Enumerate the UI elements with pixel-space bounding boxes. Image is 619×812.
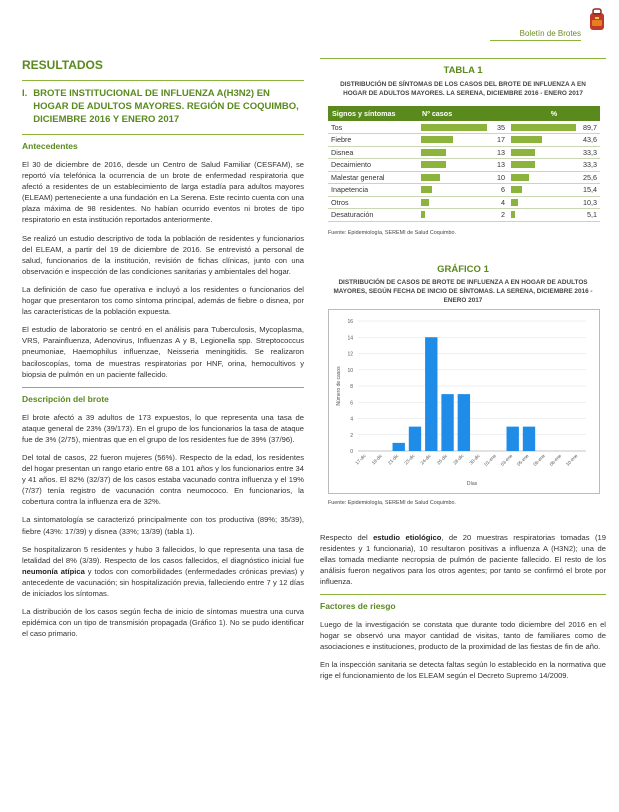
outbreak-title bbox=[22, 87, 304, 126]
pct-value: 25,6 bbox=[583, 172, 597, 182]
paragraph-descripcion-5: La distribución de los casos según fecha de inicio de síntomas muestra una curva epidémica con un tipo de transmisión propagada (Gráfico 1). No se pudo identificar el caso primario. bbox=[22, 607, 304, 639]
pct-cell bbox=[508, 146, 600, 159]
section-rule bbox=[22, 80, 304, 81]
count-bar bbox=[421, 186, 432, 193]
pct-cell bbox=[508, 159, 600, 172]
chart-subtitle: DISTRIBUCIÓN DE CASOS DE BROTE DE INFLUENZA A EN HOGAR DE ADULTOS MAYORES, SEGÚN FECHA DE INICIO DE SÍNTOMAS. LA SERENA, DICIEMBRE 2016 - ENERO 2017 bbox=[333, 278, 593, 304]
y-tick-label: 4 bbox=[350, 416, 353, 422]
pct-cell bbox=[508, 196, 600, 209]
symptom-name: Malestar general bbox=[328, 171, 418, 184]
paragraph-factores-1: Luego de la investigación se constata que durante todo diciembre del 2016 en el hogar se observó una mayor cantidad de visitas, tanto de familiares como de asociaciones e instituciones, producto de la proximidad de las fiestas de fin de año. bbox=[320, 619, 606, 652]
col-pct: % bbox=[508, 106, 600, 121]
pct-bar bbox=[511, 174, 529, 181]
y-tick-label: 8 bbox=[350, 383, 353, 390]
pct-bar bbox=[511, 149, 535, 156]
symptom-name: Otros bbox=[328, 196, 418, 209]
paragraph-antecedentes-4: El estudio de laboratorio se centró en el análisis para Tuberculosis, Mycoplasma, VRS, Parainfluenza, Adenovirus, Influenzas A y B, Legionella spp. Streptococcus pneumoniae, Haemophilus influenzae, Neisseria meningitidis. Se realizaron baciloscopías, toma de muestras respiratorias por HNF, orina, hemocultivos y biopsia de pulmón en un paciente fallecido. bbox=[22, 325, 304, 379]
x-tick-label: 21-dic bbox=[387, 452, 400, 466]
right-column bbox=[320, 58, 606, 688]
count-bar-cell bbox=[418, 159, 490, 172]
paragraph-antecedentes-3: La definición de caso fue operativa e incluyó a los residentes o funcionarios del hogar que presentaron tos como síntoma principal, además de fiebre o disnea, por las características de la población expuesta. bbox=[22, 284, 304, 317]
count-value: 6 bbox=[490, 184, 508, 197]
x-tick-label: 17-dic bbox=[354, 452, 367, 466]
x-tick-label: 28-dic bbox=[452, 452, 465, 466]
count-bar bbox=[421, 174, 440, 181]
pct-value: 10,3 bbox=[583, 197, 597, 207]
chart-bar bbox=[393, 442, 405, 450]
left-column bbox=[22, 58, 304, 646]
chart-bar bbox=[523, 426, 535, 450]
table-row bbox=[328, 171, 600, 184]
pct-bar bbox=[511, 186, 522, 193]
descripcion-heading: Descripción del brote bbox=[22, 393, 109, 404]
symptoms-table bbox=[328, 106, 600, 222]
symptom-name: Tos bbox=[328, 121, 418, 134]
symptom-name: Fiebre bbox=[328, 134, 418, 147]
chart-bar bbox=[409, 426, 421, 450]
pct-cell bbox=[508, 184, 600, 197]
symptom-name: Decaimiento bbox=[328, 159, 418, 172]
paragraph-descripcion-1: El brote afectó a 39 adultos de 173 expuestos, lo que representa una tasa de ataque general de 23% (39/173). En el grupo de los funcionarios la tasa de ataque fue de 3% (2/75), mientras que en el grupo de los residentes fue de 39% (37/96). bbox=[22, 412, 304, 444]
count-bar bbox=[421, 199, 429, 206]
table-subtitle: DISTRIBUCIÓN DE SÍNTOMAS DE LOS CASOS DEL BROTE DE INFLUENZA A EN HOGAR DE ADULTOS MAYORES. LA SERENA, DICIEMBRE 2016 - ENERO 2017 bbox=[340, 81, 586, 97]
table-top-rule bbox=[320, 58, 606, 59]
outbreak-title-text: BROTE INSTITUCIONAL DE INFLUENZA A(H3N2) EN HOGAR DE ADULTOS MAYORES. REGIÓN DE COQUIMBO, DICIEMBRE 2016 Y ENERO 2017 bbox=[33, 88, 299, 125]
y-axis-label: Número de casos bbox=[336, 365, 342, 406]
paragraph-antecedentes-2: Se realizó un estudio descriptivo de toda la población de residentes y funcionarios del ELEAM, a partir del 19 de diciembre de 2016. Se entrevistó a personal de salud, funcionarios de la institución, revisión de fichas clínicas, junto con una observación e inspección de las condiciones sanitarias y ambientales del hogar. bbox=[22, 233, 304, 276]
pct-cell bbox=[508, 209, 600, 222]
symptom-name: Desaturación bbox=[328, 209, 418, 222]
count-value: 17 bbox=[490, 134, 508, 147]
paragraph-etiologico bbox=[320, 532, 606, 587]
count-bar bbox=[421, 124, 487, 131]
count-bar bbox=[421, 161, 446, 168]
factores-heading: Factores de riesgo bbox=[320, 600, 396, 611]
outbreak-title-number: I. bbox=[22, 88, 28, 99]
table-title: TABLA 1 bbox=[443, 65, 483, 76]
paragraph-antecedentes-1: El 30 de diciembre de 2016, desde un Centro de Salud Familiar (CESFAM), se reportó vía telefónica la ocurrencia de un brote de enfermedad respiratoria que afectó a residentes de un establecimiento de larga estadía para adultos mayores (ELEAM) perteneciente a una fundación en La Serena. Este recinto cuenta con una plaza máxima de 98 residentes. No habían ocurrido eventos ni brotes de tipo respiratorio en esta institución reportados anteriormente. bbox=[22, 160, 304, 225]
title-rule bbox=[22, 134, 304, 135]
x-tick-label: 10-ene bbox=[564, 452, 579, 467]
y-tick-label: 10 bbox=[347, 367, 353, 374]
y-tick-label: 16 bbox=[347, 318, 353, 325]
paragraph-descripcion-3: La sintomatología se caracterizó principalmente con tos productiva (89%; 35/39), fiebre (43%: 17/39) y disnea (33%; 13/39) (tabla 1). bbox=[22, 515, 304, 536]
chart-bar bbox=[441, 394, 453, 451]
y-tick-label: 2 bbox=[350, 432, 353, 439]
count-bar-cell bbox=[418, 196, 490, 209]
pct-bar bbox=[511, 211, 515, 218]
header-rule bbox=[490, 40, 581, 41]
bulletin-title: Boletín de Brotes bbox=[519, 29, 581, 38]
x-tick-label: 23-dic bbox=[403, 452, 416, 466]
table-row bbox=[328, 146, 600, 159]
count-bar bbox=[421, 149, 446, 156]
y-tick-label: 12 bbox=[347, 351, 353, 357]
count-value: 35 bbox=[490, 121, 508, 134]
factores-rule bbox=[320, 594, 606, 595]
pct-bar bbox=[511, 124, 576, 131]
pct-bar bbox=[511, 136, 542, 143]
x-tick-label: 08-ene bbox=[548, 452, 563, 467]
table-row bbox=[328, 134, 600, 147]
count-value: 2 bbox=[490, 209, 508, 222]
paragraph-descripcion-4 bbox=[22, 544, 304, 599]
paragraph-descripcion-4c: y todos con comorbilidades (enfermedades crónicas previas) y antecedente de vacunación; sin hospitalización previa, falleciendo entre 7 y 12 días de iniciados los síntomas. bbox=[22, 566, 304, 598]
paragraph-descripcion-4a: Se hospitalizaron 5 residentes y hubo 3 fallecidos, lo que representa una tasa de letalidad del 8% (3/39). Respecto de los casos fallecidos, el diagnóstico inicial fue bbox=[22, 544, 304, 565]
paragraph-factores-2: En la inspección sanitaria se detecta faltas según lo establecido en la normativa que rige el funcionamiento de los ELEAM según el Decreto Supremo 14/2009. bbox=[320, 660, 606, 681]
table-source: Fuente: Epidemiología, SEREMI de Salud Coquimbo. bbox=[328, 229, 456, 236]
count-bar-cell bbox=[418, 209, 490, 222]
x-tick-label: 03-ene bbox=[499, 452, 514, 467]
table-row bbox=[328, 121, 600, 134]
cases-bar-chart bbox=[328, 309, 600, 494]
symptom-name: Inapetencia bbox=[328, 184, 418, 197]
count-value: 10 bbox=[490, 171, 508, 184]
pct-value: 33,3 bbox=[583, 160, 597, 170]
x-tick-label: 24-dic bbox=[419, 452, 432, 466]
table-row bbox=[328, 184, 600, 197]
count-bar-cell bbox=[418, 121, 490, 134]
backpack-logo-icon bbox=[587, 8, 607, 32]
chart-source: Fuente: Epidemiología, SEREMI de Salud Coquimbo. bbox=[328, 499, 456, 506]
atypical-pneumonia-term: neumonía atípica bbox=[22, 566, 85, 576]
table-row bbox=[328, 209, 600, 222]
pct-cell bbox=[508, 134, 600, 147]
pct-bar bbox=[511, 161, 535, 168]
x-tick-label: 19-dic bbox=[370, 452, 384, 466]
x-tick-label: 30-dic bbox=[468, 452, 481, 466]
antecedentes-heading: Antecedentes bbox=[22, 141, 78, 151]
pct-bar bbox=[511, 199, 518, 206]
count-bar bbox=[421, 136, 453, 143]
etiological-study-term: estudio etiológico bbox=[373, 532, 442, 542]
paragraph-descripcion-2: Del total de casos, 22 fueron mujeres (56%). Respecto de la edad, los residentes del hogar presentan un rango etario entre 68 a 101 años y los funcionarios entre 34 y 41 años. El 82% (32/37) de los casos estaba vacunado contra influenza y el 19% (7/37) tenía registro de vacunación contra neumococo. En funcionarios, la cobertura contra la influenza era de 32%. bbox=[22, 452, 304, 507]
x-axis-label: Días bbox=[466, 480, 478, 487]
symptom-name: Disnea bbox=[328, 146, 418, 159]
paragraph-etiologico-a: Respecto del bbox=[320, 532, 368, 542]
y-tick-label: 6 bbox=[350, 399, 353, 406]
pct-value: 5,1 bbox=[587, 210, 597, 220]
count-value: 13 bbox=[490, 146, 508, 159]
y-tick-label: 14 bbox=[347, 334, 353, 341]
section-title: RESULTADOS bbox=[22, 58, 103, 72]
x-tick-label: 26-dic bbox=[435, 452, 449, 466]
table-row bbox=[328, 159, 600, 172]
pct-cell bbox=[508, 121, 600, 134]
x-tick-label: 05-ene bbox=[516, 452, 530, 467]
x-tick-label: 06-ene bbox=[532, 452, 546, 467]
count-value: 4 bbox=[490, 196, 508, 209]
pct-value: 89,7 bbox=[583, 122, 597, 132]
descripcion-rule bbox=[22, 387, 304, 388]
count-bar-cell bbox=[418, 171, 490, 184]
pct-value: 15,4 bbox=[583, 185, 597, 195]
chart-bar bbox=[507, 426, 519, 450]
count-bar-cell bbox=[418, 146, 490, 159]
y-tick-label: 0 bbox=[350, 448, 353, 455]
count-bar-cell bbox=[418, 134, 490, 147]
col-signos: Signos y síntomas bbox=[328, 106, 418, 121]
pct-cell bbox=[508, 171, 600, 184]
x-tick-label: 01-ene bbox=[483, 452, 498, 467]
count-bar-cell bbox=[418, 184, 490, 197]
chart-bar bbox=[458, 394, 470, 451]
col-casos: Nº casos bbox=[418, 106, 508, 121]
chart-bar bbox=[425, 337, 437, 451]
table-row bbox=[328, 196, 600, 209]
page-header bbox=[0, 0, 619, 42]
chart-title: GRÁFICO 1 bbox=[437, 263, 489, 275]
count-bar bbox=[421, 211, 425, 218]
paragraph-etiologico-c: , de 20 muestras respiratorias tomadas (19 residentes y 1 funcionaria), 10 resultaron positivas a influenza A (H3N2); una de ellas tomada mediante necropsia de pulmón de paciente fallecido. El resto de los análisis fueron negativos para los otros agentes; por tanto se confirmó el brote por influenza. bbox=[320, 532, 606, 586]
count-value: 13 bbox=[490, 159, 508, 172]
pct-value: 33,3 bbox=[583, 147, 597, 157]
pct-value: 43,6 bbox=[583, 135, 597, 145]
table-header-row bbox=[328, 106, 600, 121]
